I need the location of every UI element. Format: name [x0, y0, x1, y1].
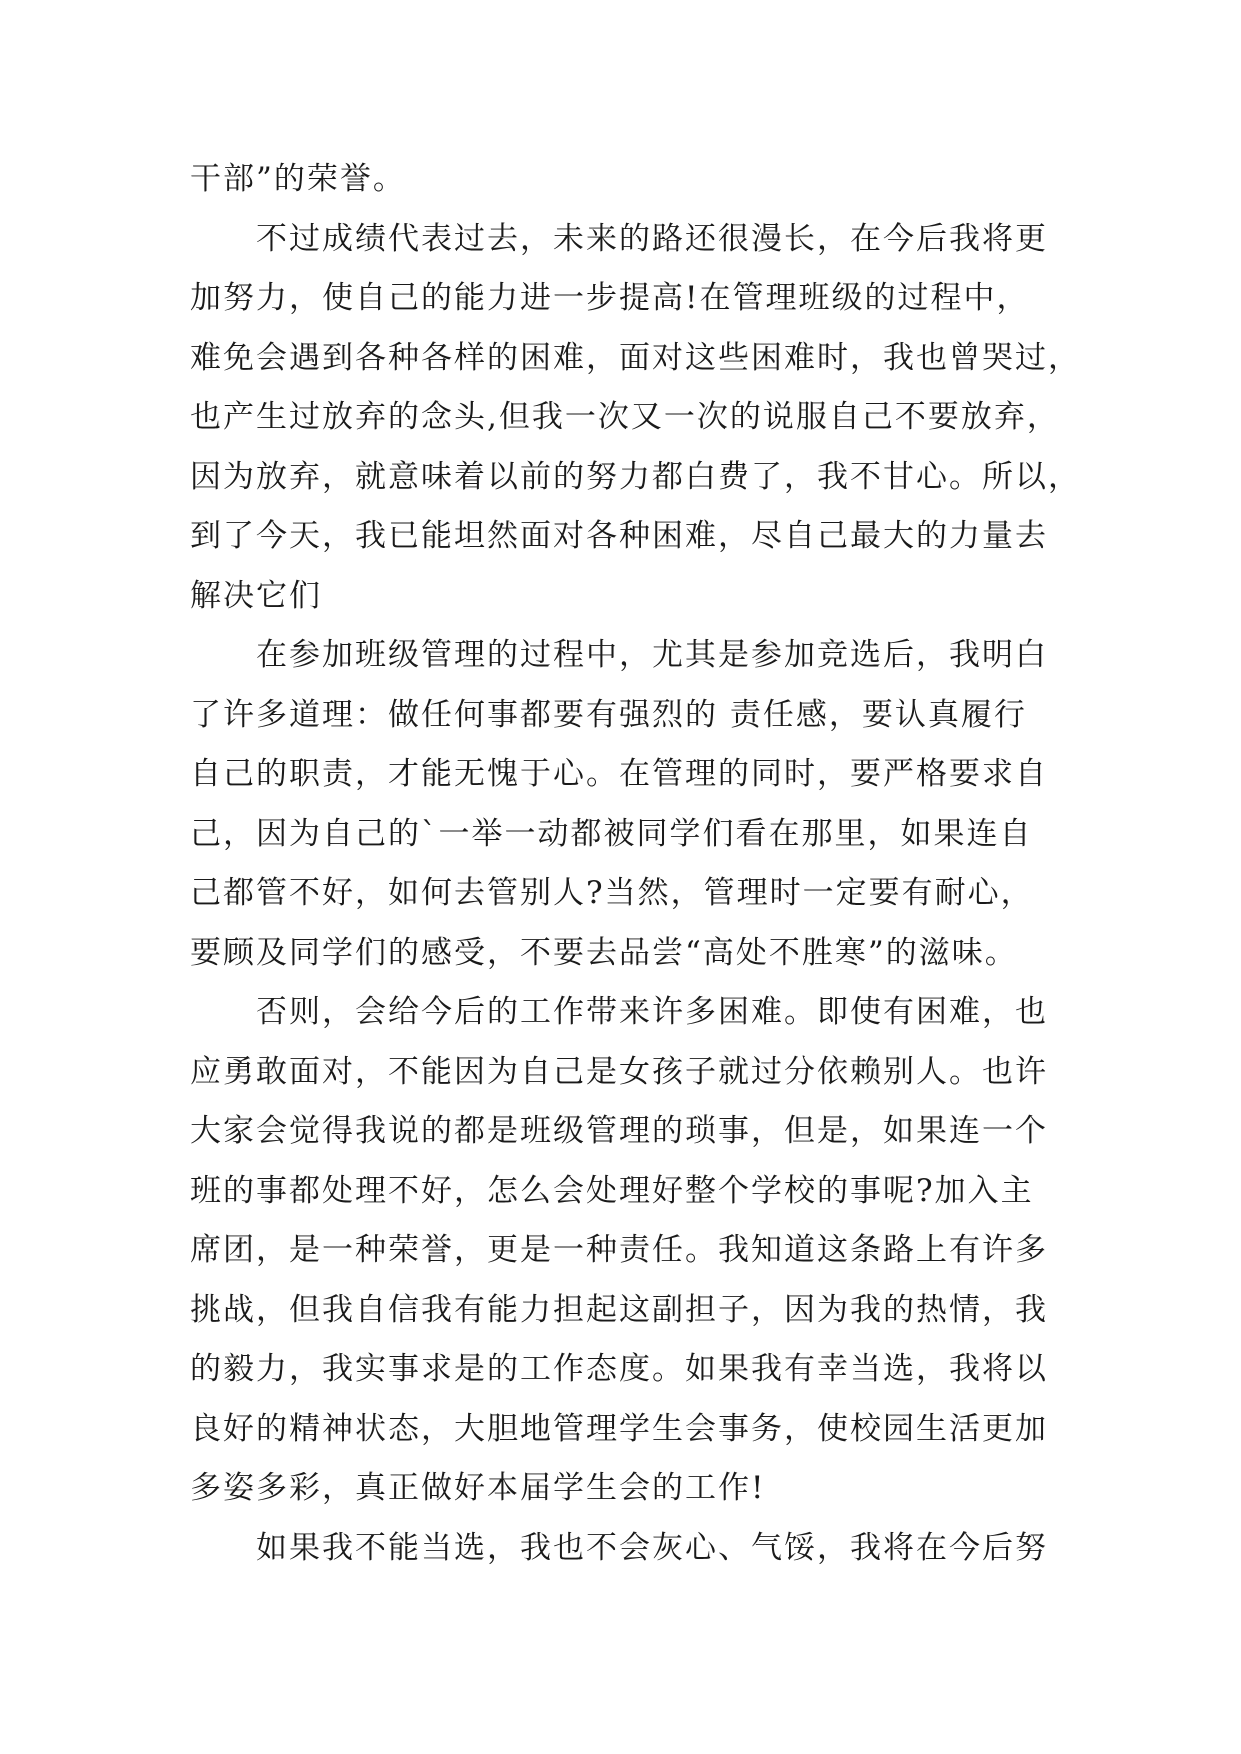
text-line: 加努力，使自己的能力进一步提高!在管理班级的过程中， — [190, 280, 1030, 316]
text-line: 否则，会给今后的工作带来许多困难。即使有困难，也 — [190, 994, 1048, 1030]
text-line: 自己的职责，才能无愧于心。在管理的同时，要严格要求自 — [190, 756, 1048, 792]
text-line: 多姿多彩，真正做好本届学生会的工作! — [190, 1470, 766, 1506]
text-line: 到了今天，我已能坦然面对各种困难，尽自己最大的力量去 — [190, 518, 1048, 554]
text-line: 干部”的荣誉。 — [190, 161, 406, 197]
body-text — [190, 150, 1081, 1578]
text-line: 己都管不好，如何去管别人?当然，管理时一定要有耐心， — [190, 875, 1034, 911]
text-line: 良好的精神状态，大胆地管理学生会事务，使校园生活更加 — [190, 1410, 1048, 1447]
text-line: 己，因为自己的`一举一动都被同学们看在那里，如果连自 — [190, 815, 1033, 852]
text-line: 不过成绩代表过去，未来的路还很漫长，在今后我将更 — [190, 220, 1048, 257]
text-line: 难免会遇到各种各样的困难，面对这些困难时，我也曾哭过， — [190, 339, 1081, 376]
text-line: 解决它们 — [190, 577, 322, 614]
text-line: 班的事都处理不好，怎么会处理好整个学校的事呢?加入主 — [190, 1172, 1034, 1209]
text-line: 大家会觉得我说的都是班级管理的琐事，但是，如果连一个 — [190, 1113, 1048, 1149]
text-line: 了许多道理：做任何事都要有强烈的 责任感，要认真履行 — [190, 696, 1027, 733]
text-line: 应勇敢面对，不能因为自己是女孩子就过分依赖别人。也许 — [190, 1053, 1048, 1090]
text-line: 因为放弃，就意味着以前的努力都白费了，我不甘心。所以， — [190, 458, 1081, 495]
text-line: 要顾及同学们的感受，不要去品尝“高处不胜寒”的滋味。 — [190, 934, 1018, 971]
text-line: 席团，是一种荣誉，更是一种责任。我知道这条路上有许多 — [190, 1232, 1048, 1268]
text-line: 也产生过放弃的念头,但我一次又一次的说服自己不要放弃， — [190, 399, 1060, 435]
text-line: 如果我不能当选，我也不会灰心、气馁，我将在今后努 — [190, 1529, 1048, 1566]
text-line: 挑战，但我自信我有能力担起这副担子，因为我的热情，我 — [190, 1291, 1048, 1328]
text-line: 在参加班级管理的过程中，尤其是参加竞选后，我明白 — [190, 637, 1048, 673]
text-line: 的毅力，我实事求是的工作态度。如果我有幸当选，我将以 — [190, 1351, 1048, 1387]
